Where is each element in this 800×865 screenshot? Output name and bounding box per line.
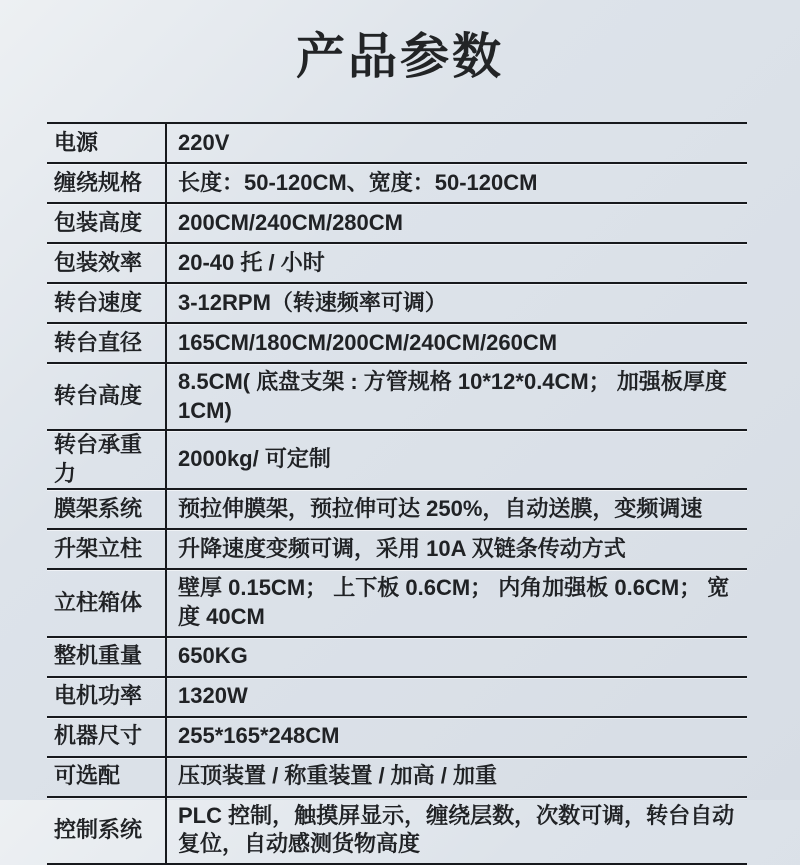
param-value: 压顶装置 / 称重装置 / 加高 / 加重 — [165, 758, 747, 796]
param-name: 机器尺寸 — [54, 723, 143, 749]
param-value: 预拉伸膜架，预拉伸可达 250%，自动送膜，变频调速 — [165, 490, 747, 528]
param-value: 2000kg/ 可定制 — [165, 431, 747, 488]
param-name: 转台高度 — [54, 383, 143, 409]
param-value: 8.5CM( 底盘支架 : 方管规格 10*12*0.4CM； 加强板厚度 1CM) — [165, 364, 747, 429]
table-row — [47, 164, 747, 204]
param-name: 可选配 — [54, 763, 121, 789]
table-row — [47, 758, 747, 798]
param-name: 转台速度 — [54, 289, 143, 315]
table-row — [47, 284, 747, 324]
param-name: 转台直径 — [54, 329, 143, 355]
param-value: 220V — [165, 124, 747, 162]
param-value: 165CM/180CM/200CM/240CM/260CM — [165, 324, 747, 362]
param-name: 缠绕规格 — [54, 169, 143, 195]
table-row — [47, 124, 747, 164]
param-value: 长度：50-120CM、宽度：50-120CM — [165, 164, 747, 202]
param-name: 控制系统 — [54, 816, 143, 842]
table-row — [47, 718, 747, 758]
param-value: 255*165*248CM — [165, 718, 747, 756]
param-value: 升降速度变频可调，采用 10A 双链条传动方式 — [165, 530, 747, 568]
table-row — [47, 364, 747, 431]
param-name: 包装高度 — [54, 209, 143, 235]
table-row — [47, 204, 747, 244]
param-value: 650KG — [165, 638, 747, 676]
param-name: 电源 — [54, 129, 99, 155]
table-row — [47, 678, 747, 718]
table-row — [47, 324, 747, 364]
param-name: 升架立柱 — [54, 536, 143, 562]
table-row — [47, 244, 747, 284]
param-name: 电机功率 — [54, 683, 143, 709]
table-row — [47, 431, 747, 490]
param-name: 膜架系统 — [54, 496, 143, 522]
table-row — [47, 490, 747, 530]
param-name: 整机重量 — [54, 643, 143, 669]
param-name: 立柱箱体 — [54, 589, 143, 615]
param-name: 包装效率 — [54, 249, 143, 275]
param-value: 1320W — [165, 678, 747, 716]
param-value: 20-40 托 / 小时 — [165, 244, 747, 282]
param-value: PLC 控制，触摸屏显示，缠绕层数，次数可调，转台自动复位，自动感测货物高度 — [165, 798, 747, 863]
product-spec-table — [47, 122, 747, 865]
param-value: 壁厚 0.15CM； 上下板 0.6CM； 内角加强板 0.6CM； 宽度 40CM — [165, 570, 747, 635]
page-title: 产品参数 — [295, 30, 504, 84]
table-row — [47, 570, 747, 637]
table-row — [47, 638, 747, 678]
param-value: 200CM/240CM/280CM — [165, 204, 747, 242]
table-row — [47, 798, 747, 865]
param-name: 转台承重力 — [54, 432, 143, 486]
table-row — [47, 530, 747, 570]
param-value: 3-12RPM（转速频率可调） — [165, 284, 747, 322]
